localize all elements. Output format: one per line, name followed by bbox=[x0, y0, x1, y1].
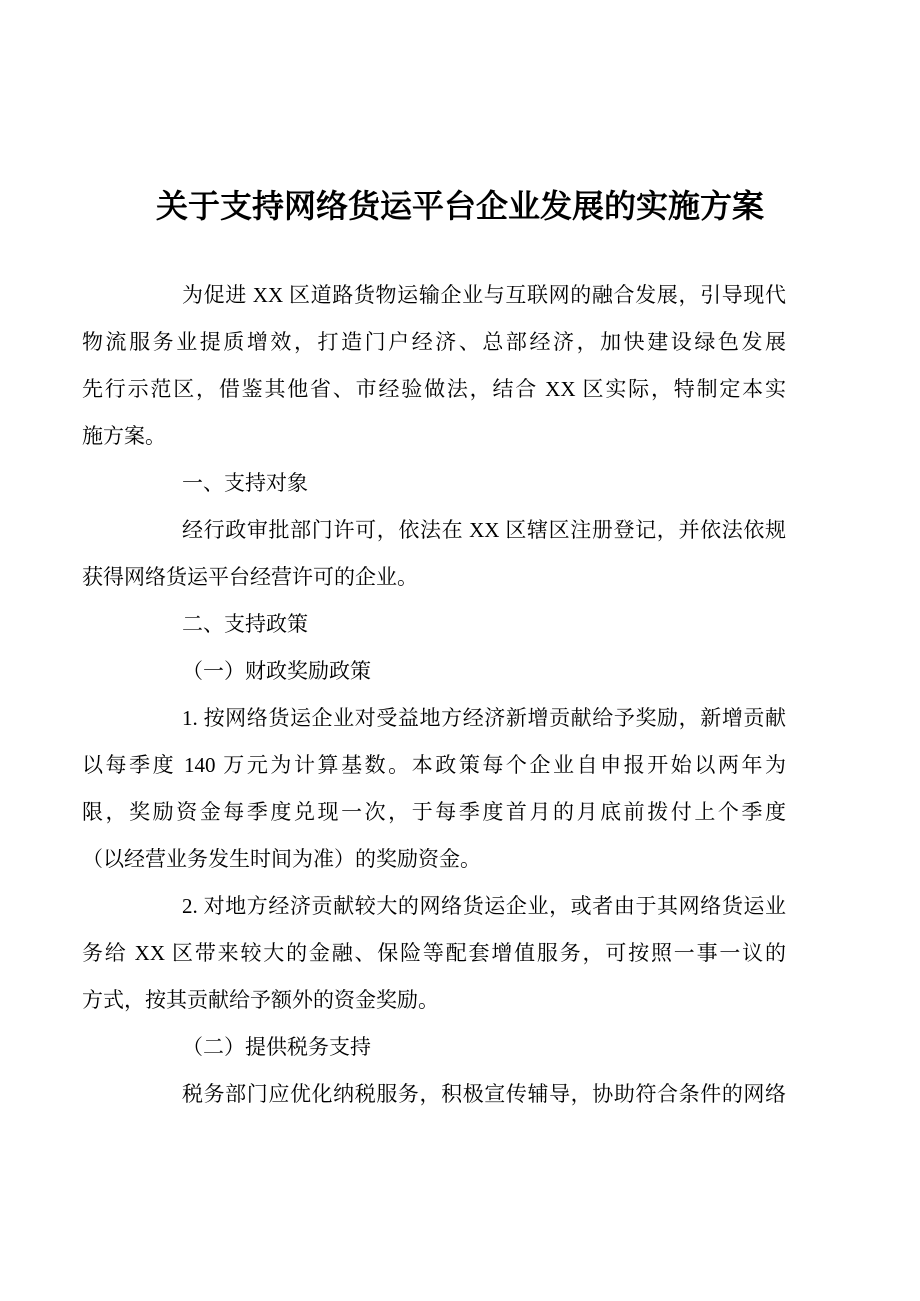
body-line: 务给 XX 区带来较大的金融、保险等配套增值服务，可按照一事一议的 bbox=[82, 941, 786, 965]
body-line: 物流服务业提质增效，打造门户经济、总部经济，加快建设绿色发展 bbox=[82, 330, 786, 354]
subsection-heading-1: （一）财政奖励政策 bbox=[182, 659, 371, 683]
body-line: 2. 对地方经济贡献较大的网络货运企业，或者由于其网络货运业 bbox=[182, 894, 786, 918]
body-line: 限，奖励资金每季度兑现一次，于每季度首月的月底前拨付上个季度 bbox=[82, 800, 786, 824]
body-line: 税务部门应优化纳税服务，积极宣传辅导，协助符合条件的网络 bbox=[182, 1082, 786, 1106]
body-line: 以每季度 140 万元为计算基数。本政策每个企业自申报开始以两年为 bbox=[82, 753, 786, 777]
section-heading-2: 二、支持政策 bbox=[182, 612, 308, 636]
subsection-heading-2: （二）提供税务支持 bbox=[182, 1035, 371, 1059]
body-line: （以经营业务发生时间为准）的奖励资金。 bbox=[82, 847, 481, 871]
body-line: 获得网络货运平台经营许可的企业。 bbox=[82, 565, 418, 589]
body-line: 为促进 XX 区道路货物运输企业与互联网的融合发展，引导现代 bbox=[182, 283, 786, 307]
body-line: 1. 按网络货运企业对受益地方经济新增贡献给予奖励，新增贡献 bbox=[182, 706, 786, 730]
body-line: 方式，按其贡献给予额外的资金奖励。 bbox=[82, 988, 439, 1012]
body-line: 经行政审批部门许可，依法在 XX 区辖区注册登记，并依法依规 bbox=[182, 518, 786, 542]
body-line: 施方案。 bbox=[82, 424, 166, 448]
section-heading-1: 一、支持对象 bbox=[182, 471, 308, 495]
body-line: 先行示范区，借鉴其他省、市经验做法，结合 XX 区实际，特制定本实 bbox=[82, 377, 786, 401]
document-body bbox=[82, 272, 786, 1118]
document-title: 关于支持网络货运平台企业发展的实施方案 bbox=[155, 188, 764, 224]
